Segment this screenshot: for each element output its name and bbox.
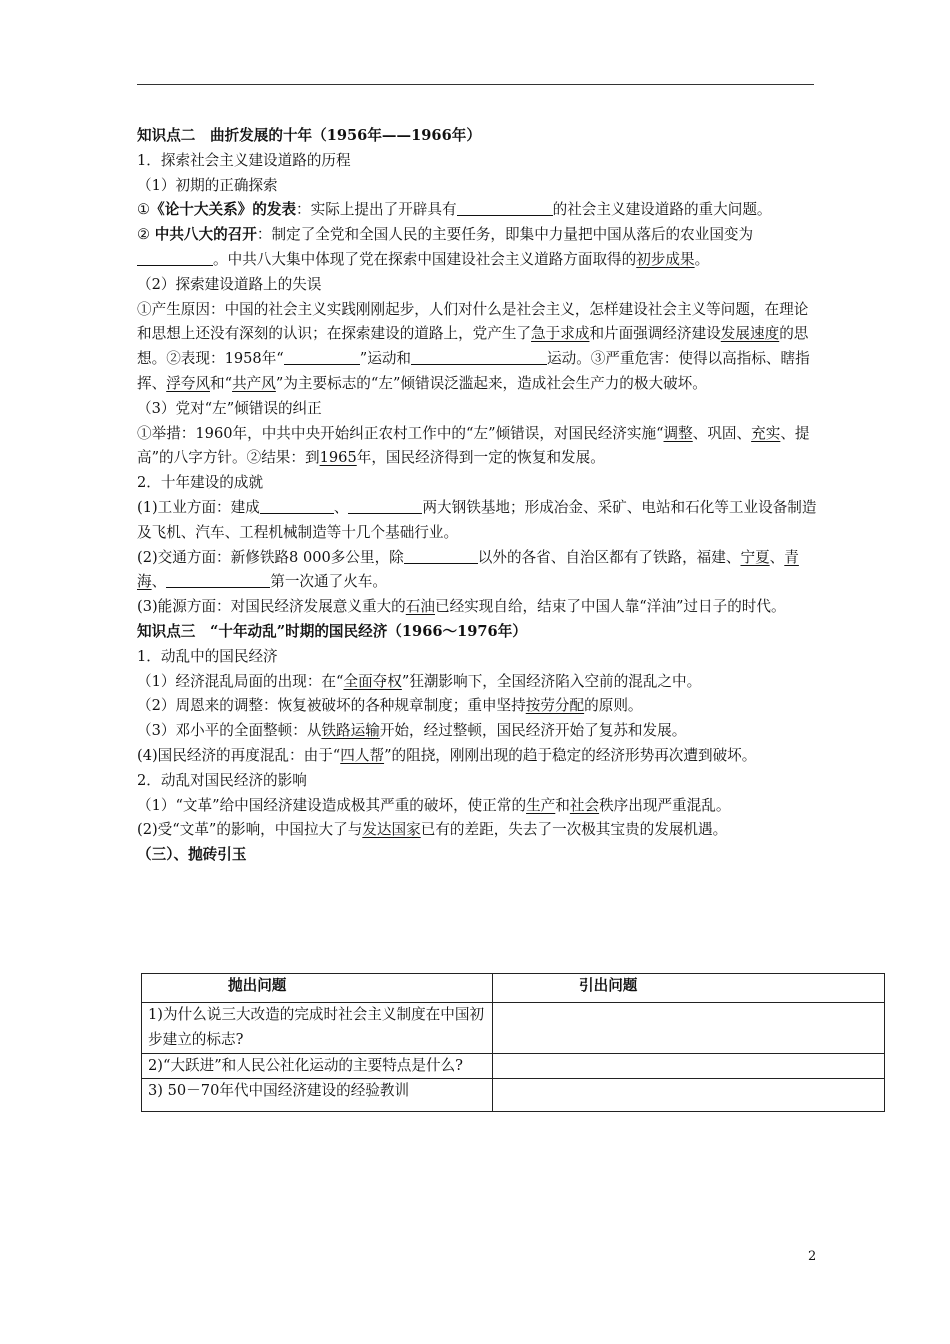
- table-row: [142, 1003, 885, 1054]
- paragraph: (2)交通方面：新修铁路8 000多公里，除 以外的各省、自治区都有了铁路，福建、宁夏、青海、 第一次通了火车。: [137, 548, 799, 591]
- document-body: [137, 124, 817, 868]
- column-header-derived-questions: 引出问题: [493, 974, 885, 1003]
- question-cell: 3) 50－70年代中国经济建设的经验教训: [142, 1079, 493, 1112]
- paragraph: (1)工业方面：建成 、 两大钢铁基地；形成冶金、采矿、电站和石化等工业设备制造及飞机、汽车、工程机械制造等十几个基础行业。: [137, 498, 817, 541]
- page-number: 2: [808, 1249, 817, 1264]
- paragraph: (2)受“文革”的影响，中国拉大了与发达国家已有的差距，失去了一次极其宝贵的发展机遇。: [137, 821, 728, 839]
- answer-cell[interactable]: [493, 1079, 885, 1112]
- paragraph: (3)能源方面：对国民经济发展意义重大的石油已经实现自给，结束了中国人靠“洋油”过日子的时代。: [137, 598, 786, 616]
- sub-item: （2）探索建设道路上的失误: [137, 275, 322, 293]
- subsection-title: 1．动乱中的国民经济: [137, 647, 278, 665]
- table-row: [142, 1053, 885, 1079]
- fill-blank[interactable]: [404, 547, 478, 564]
- paragraph: ①《论十大关系》的发表：实际上提出了开辟具有 的社会主义建设道路的重大问题。: [137, 201, 772, 219]
- sub-item: （3）党对“左”倾错误的纠正: [137, 399, 322, 417]
- table-header-row: [142, 974, 885, 1003]
- section-heading: 知识点二 曲折发展的十年（1956年——1966年）: [137, 127, 481, 144]
- subsection-title: 2．十年建设的成就: [137, 474, 264, 492]
- fill-blank[interactable]: [348, 497, 422, 514]
- sub-item: （1）初期的正确探索: [137, 176, 278, 194]
- paragraph: ② 中共八大的召开：制定了全党和全国人民的主要任务，即集中力量把中国从落后的农业国变为。中共八大集中体现了党在探索中国建设社会主义道路方面取得的初步成果。: [137, 226, 754, 268]
- subsection-title: 2．动乱对国民经济的影响: [137, 771, 307, 789]
- column-header-thrown-questions: 抛出问题: [142, 974, 493, 1003]
- fill-blank[interactable]: [284, 348, 360, 365]
- section-heading: （三）、抛砖引玉: [137, 846, 247, 864]
- section-heading: 知识点三 “十年动乱”时期的国民经济（1966～1976年）: [137, 622, 527, 640]
- paragraph: (4)国民经济的再度混乱：由于“四人帮”的阻挠，刚刚出现的趋于稳定的经济形势再次遭到破坏。: [137, 746, 757, 764]
- header-rule: [137, 84, 814, 85]
- fill-blank[interactable]: [137, 249, 213, 266]
- paragraph: （1）“文革”给中国经济建设造成极其严重的破坏，使正常的生产和社会秩序出现严重混乱。: [137, 796, 731, 814]
- paragraph: （3）邓小平的全面整顿：从铁路运输开始，经过整顿，国民经济开始了复苏和发展。: [137, 722, 687, 740]
- subsection-title: 1．探索社会主义建设道路的历程: [137, 151, 351, 169]
- fill-blank[interactable]: [457, 199, 553, 216]
- table-row: [142, 1079, 885, 1112]
- fill-blank[interactable]: [260, 497, 334, 514]
- question-cell: 2)“大跃进”和人民公社化运动的主要特点是什么?: [142, 1053, 493, 1079]
- question-table: [141, 973, 885, 1112]
- paragraph: （1）经济混乱局面的出现：在“全面夺权”狂潮影响下，全国经济陷入空前的混乱之中。: [137, 672, 702, 690]
- paragraph: ①举措：1960年，中共中央开始纠正农村工作中的“左”倾错误，对国民经济实施“调整、巩固、充实、提高”的八字方针。②结果：到1965年，国民经济得到一定的恢复和发展。: [137, 424, 810, 467]
- question-cell: 1)为什么说三大改造的完成时社会主义制度在中国初步建立的标志?: [142, 1003, 493, 1054]
- fill-blank[interactable]: [166, 571, 270, 588]
- fill-blank[interactable]: [411, 348, 547, 365]
- answer-cell[interactable]: [493, 1053, 885, 1079]
- paragraph: ①产生原因：中国的社会主义实践刚刚起步，人们对什么是社会主义，怎样建设社会主义等问题，在理论和思想上还没有深刻的认识；在探索建设的道路上，党产生了急于求成和片面强调经济建设发展速度的思想。②表现：1958年“ ”运动和 运动。③严重危害：使得以高指标、瞎指挥、浮夸风和“共产风”为主要标志的“左”倾错误泛滥起来，造成社会生产力的极大破坏。: [137, 300, 810, 392]
- paragraph: （2）周恩来的调整：恢复被破坏的各种规章制度；重申坚持按劳分配的原则。: [137, 697, 643, 715]
- answer-cell[interactable]: [493, 1003, 885, 1054]
